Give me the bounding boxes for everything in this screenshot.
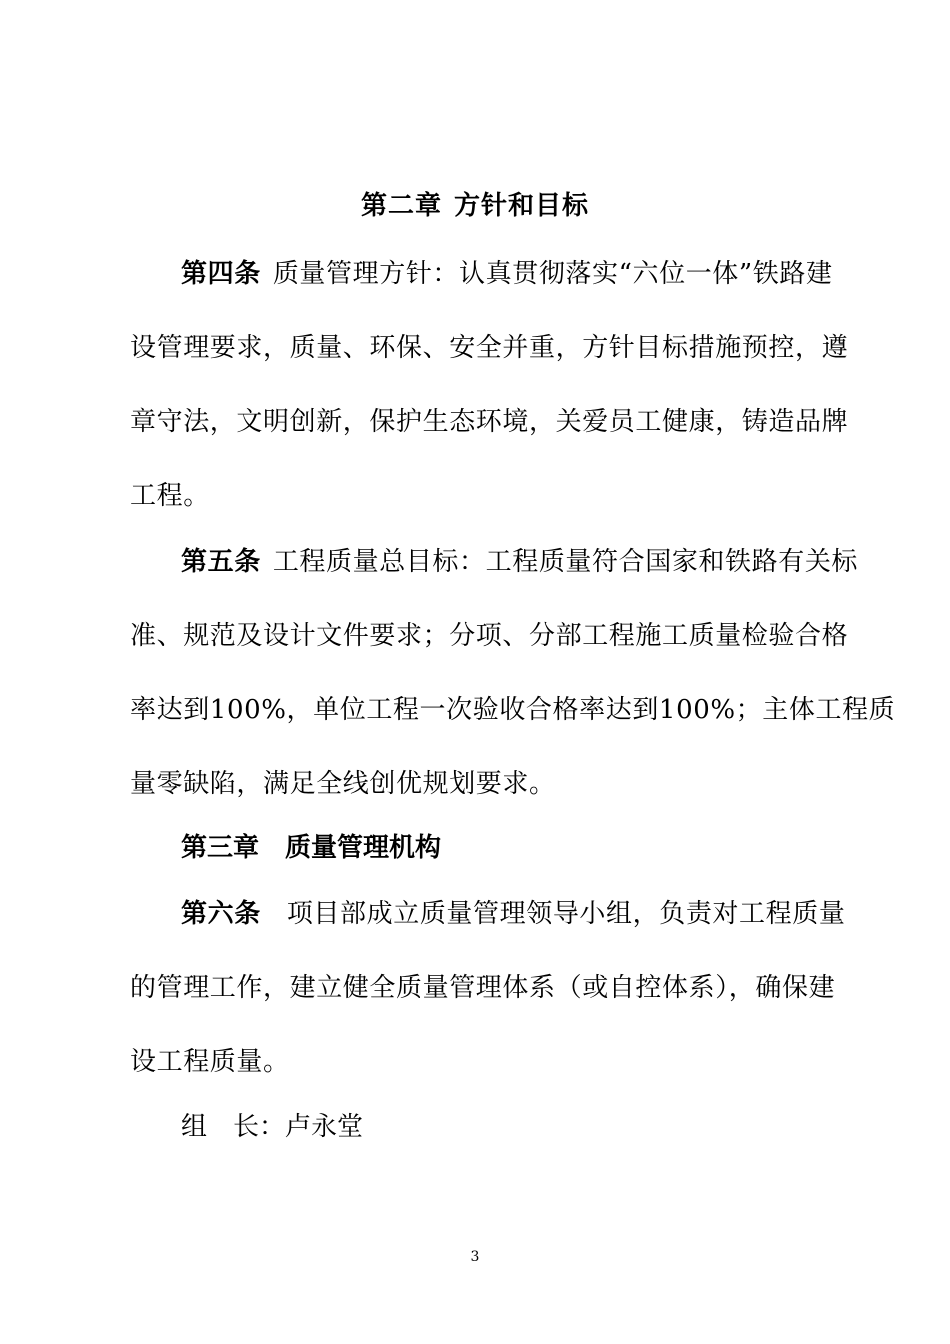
article-4-label: 第四条 [181, 259, 261, 289]
article-6-line-3: 设工程质量。 [130, 1047, 290, 1077]
article-6-text-1: 项目部成立质量管理领导小组，负责对工程质量 [286, 899, 846, 929]
article-5-line-1 [181, 544, 859, 580]
article-5-line-2: 准、规范及设计文件要求；分项、分部工程施工质量检验合格 [130, 621, 849, 651]
article-6-line-2: 的管理工作，建立健全质量管理体系（或自控体系），确保建 [130, 973, 836, 1003]
page-number: 3 [470, 1249, 480, 1265]
group-leader-label-1: 组 [181, 1112, 208, 1142]
chapter-2-title: 方针和目标 [454, 191, 590, 221]
article-4-line-3: 章守法，文明创新，保护生态环境，关爱员工健康，铸造品牌 [130, 407, 849, 437]
article-4-line-2: 设管理要求，质量、环保、安全并重，方针目标措施预控，遵 [130, 333, 849, 363]
article-4-line-4: 工程。 [130, 481, 210, 511]
group-leader-line [181, 1109, 363, 1145]
article-6-line-1 [181, 896, 846, 932]
chapter-3-label: 第三章 [181, 833, 260, 863]
article-4-text-1: 质量管理方针：认真贯彻落实“六位一体”铁路建 [272, 259, 833, 289]
article-6-label: 第六条 [181, 899, 261, 929]
group-leader-name: 卢永堂 [285, 1112, 364, 1142]
article-4-line-1 [181, 256, 833, 292]
chapter-3-title: 质量管理机构 [285, 833, 442, 863]
group-leader-label-2: 长： [233, 1112, 286, 1142]
chapter-3-heading [181, 830, 441, 866]
article-5-text-1: 工程质量总目标：工程质量符合国家和铁路有关标 [272, 547, 859, 577]
article-5-label: 第五条 [181, 547, 261, 577]
article-5-line-4: 量零缺陷，满足全线创优规划要求。 [130, 769, 556, 799]
chapter-2-label: 第二章 [360, 191, 442, 221]
chapter-2-heading [0, 188, 950, 224]
article-5-line-3: 率达到100%，单位工程一次验收合格率达到100%；主体工程质 [130, 695, 896, 725]
